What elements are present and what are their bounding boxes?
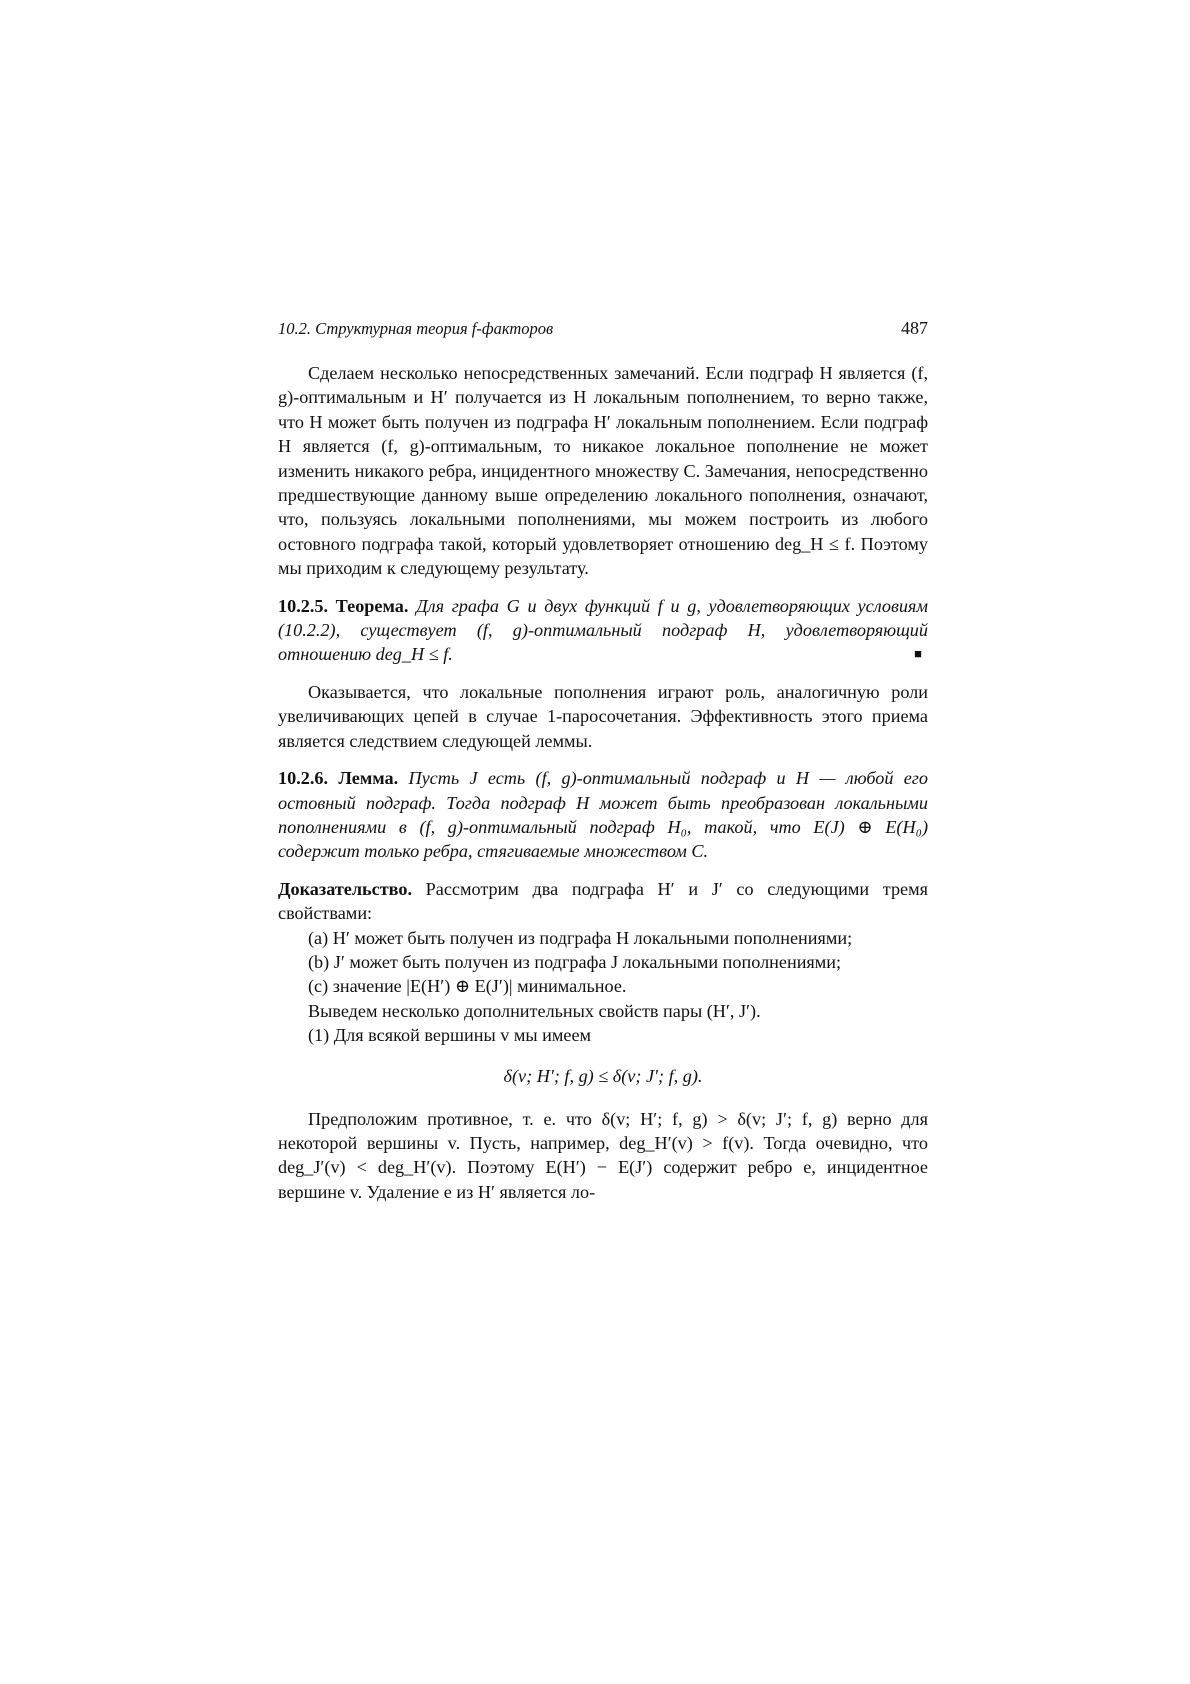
- proof-claim-1: (1) Для всякой вершины v мы имеем: [308, 1025, 592, 1046]
- theorem-10-2-5: [278, 594, 928, 667]
- section-title: 10.2. Структурная теория f-факторов: [278, 319, 554, 338]
- paragraph-augmenting: Оказывается, что локальные пополнения играют роль, аналогичную роли увеличивающих цепей в случае 1-паросочетания. Эффективность этого приема является следствием следующей леммы.: [278, 681, 928, 751]
- theorem-body: Для графа G и двух функций f и g, удовлетворяющих условиям (10.2.2), существует (f, g)-оптимальный подграф H, удовлетворяющий отношению deg_H ≤ f.: [278, 595, 928, 665]
- page-content: [278, 318, 928, 1204]
- display-formula: δ(v; H′; f, g) ≤ δ(v; J′; f, g).: [503, 1065, 703, 1086]
- qed-square-icon: ■: [914, 646, 922, 662]
- paragraph-remarks: Сделаем несколько непосредственных замечаний. Если подграф H является (f, g)-оптимальным и H′ получается из H локальным пополнением, то верно также, что H может быть получен из подграфа H′ локальным пополнением. Если подграф H является (f, g)-оптимальным, то никакое локальное пополнение не может изменить никакого ребра, инцидентного множеству C. Замечания, непосредственно предшествующие данному выше определению локального пополнения, означают, что, пользуясь локальными пополнениями, мы можем построить из любого остовного подграфа такой, который удовлетворяет отношению deg_H ≤ f. Поэтому мы приходим к следующему результату.: [278, 363, 928, 579]
- lemma-label: 10.2.6. Лемма.: [278, 768, 399, 789]
- proof-item-a: (a) H′ может быть получен из подграфа H локальными пополнениями;: [308, 927, 853, 948]
- proof-item-c: (c) значение |E(H′) ⊕ E(J′)| минимальное.: [308, 976, 627, 997]
- proof-item-b: (b) J′ может быть получен из подграфа J локальными пополнениями;: [308, 951, 842, 972]
- paragraph-contrary: Предположим противное, т. е. что δ(v; H′; f, g) > δ(v; J′; f, g) верно для некоторой вершины v. Пусть, например, deg_H′(v) > f(v). Тогда очевидно, что deg_J′(v) < deg_H′(v). Поэтому E(H′) − E(J′) содержит ребро e, инцидентное вершине v. Удаление e из H′ является ло-: [278, 1108, 928, 1202]
- lemma-10-2-6: [278, 766, 928, 864]
- proof-derive: Выведем несколько дополнительных свойств пары (H′, J′).: [308, 1000, 761, 1021]
- proof-intro: [278, 877, 928, 926]
- theorem-label: 10.2.5. Теорема.: [278, 595, 409, 616]
- proof-intro-text: Рассмотрим два подграфа H′ и J′ со следующими тремя свойствами:: [278, 878, 928, 924]
- running-header: [278, 318, 928, 339]
- page-number: 487: [901, 318, 928, 338]
- lemma-body: Пусть J есть (f, g)-оптимальный подграф и H — любой его остовный подграф. Тогда подграф H может быть преобразован локальными пополнениями в (f, g)-оптимальный подграф H₀, такой, что E(J) ⊕ E(H₀) содержит только ребра, стягиваемые множеством C.: [278, 768, 928, 862]
- proof-label: Доказательство.: [278, 878, 413, 899]
